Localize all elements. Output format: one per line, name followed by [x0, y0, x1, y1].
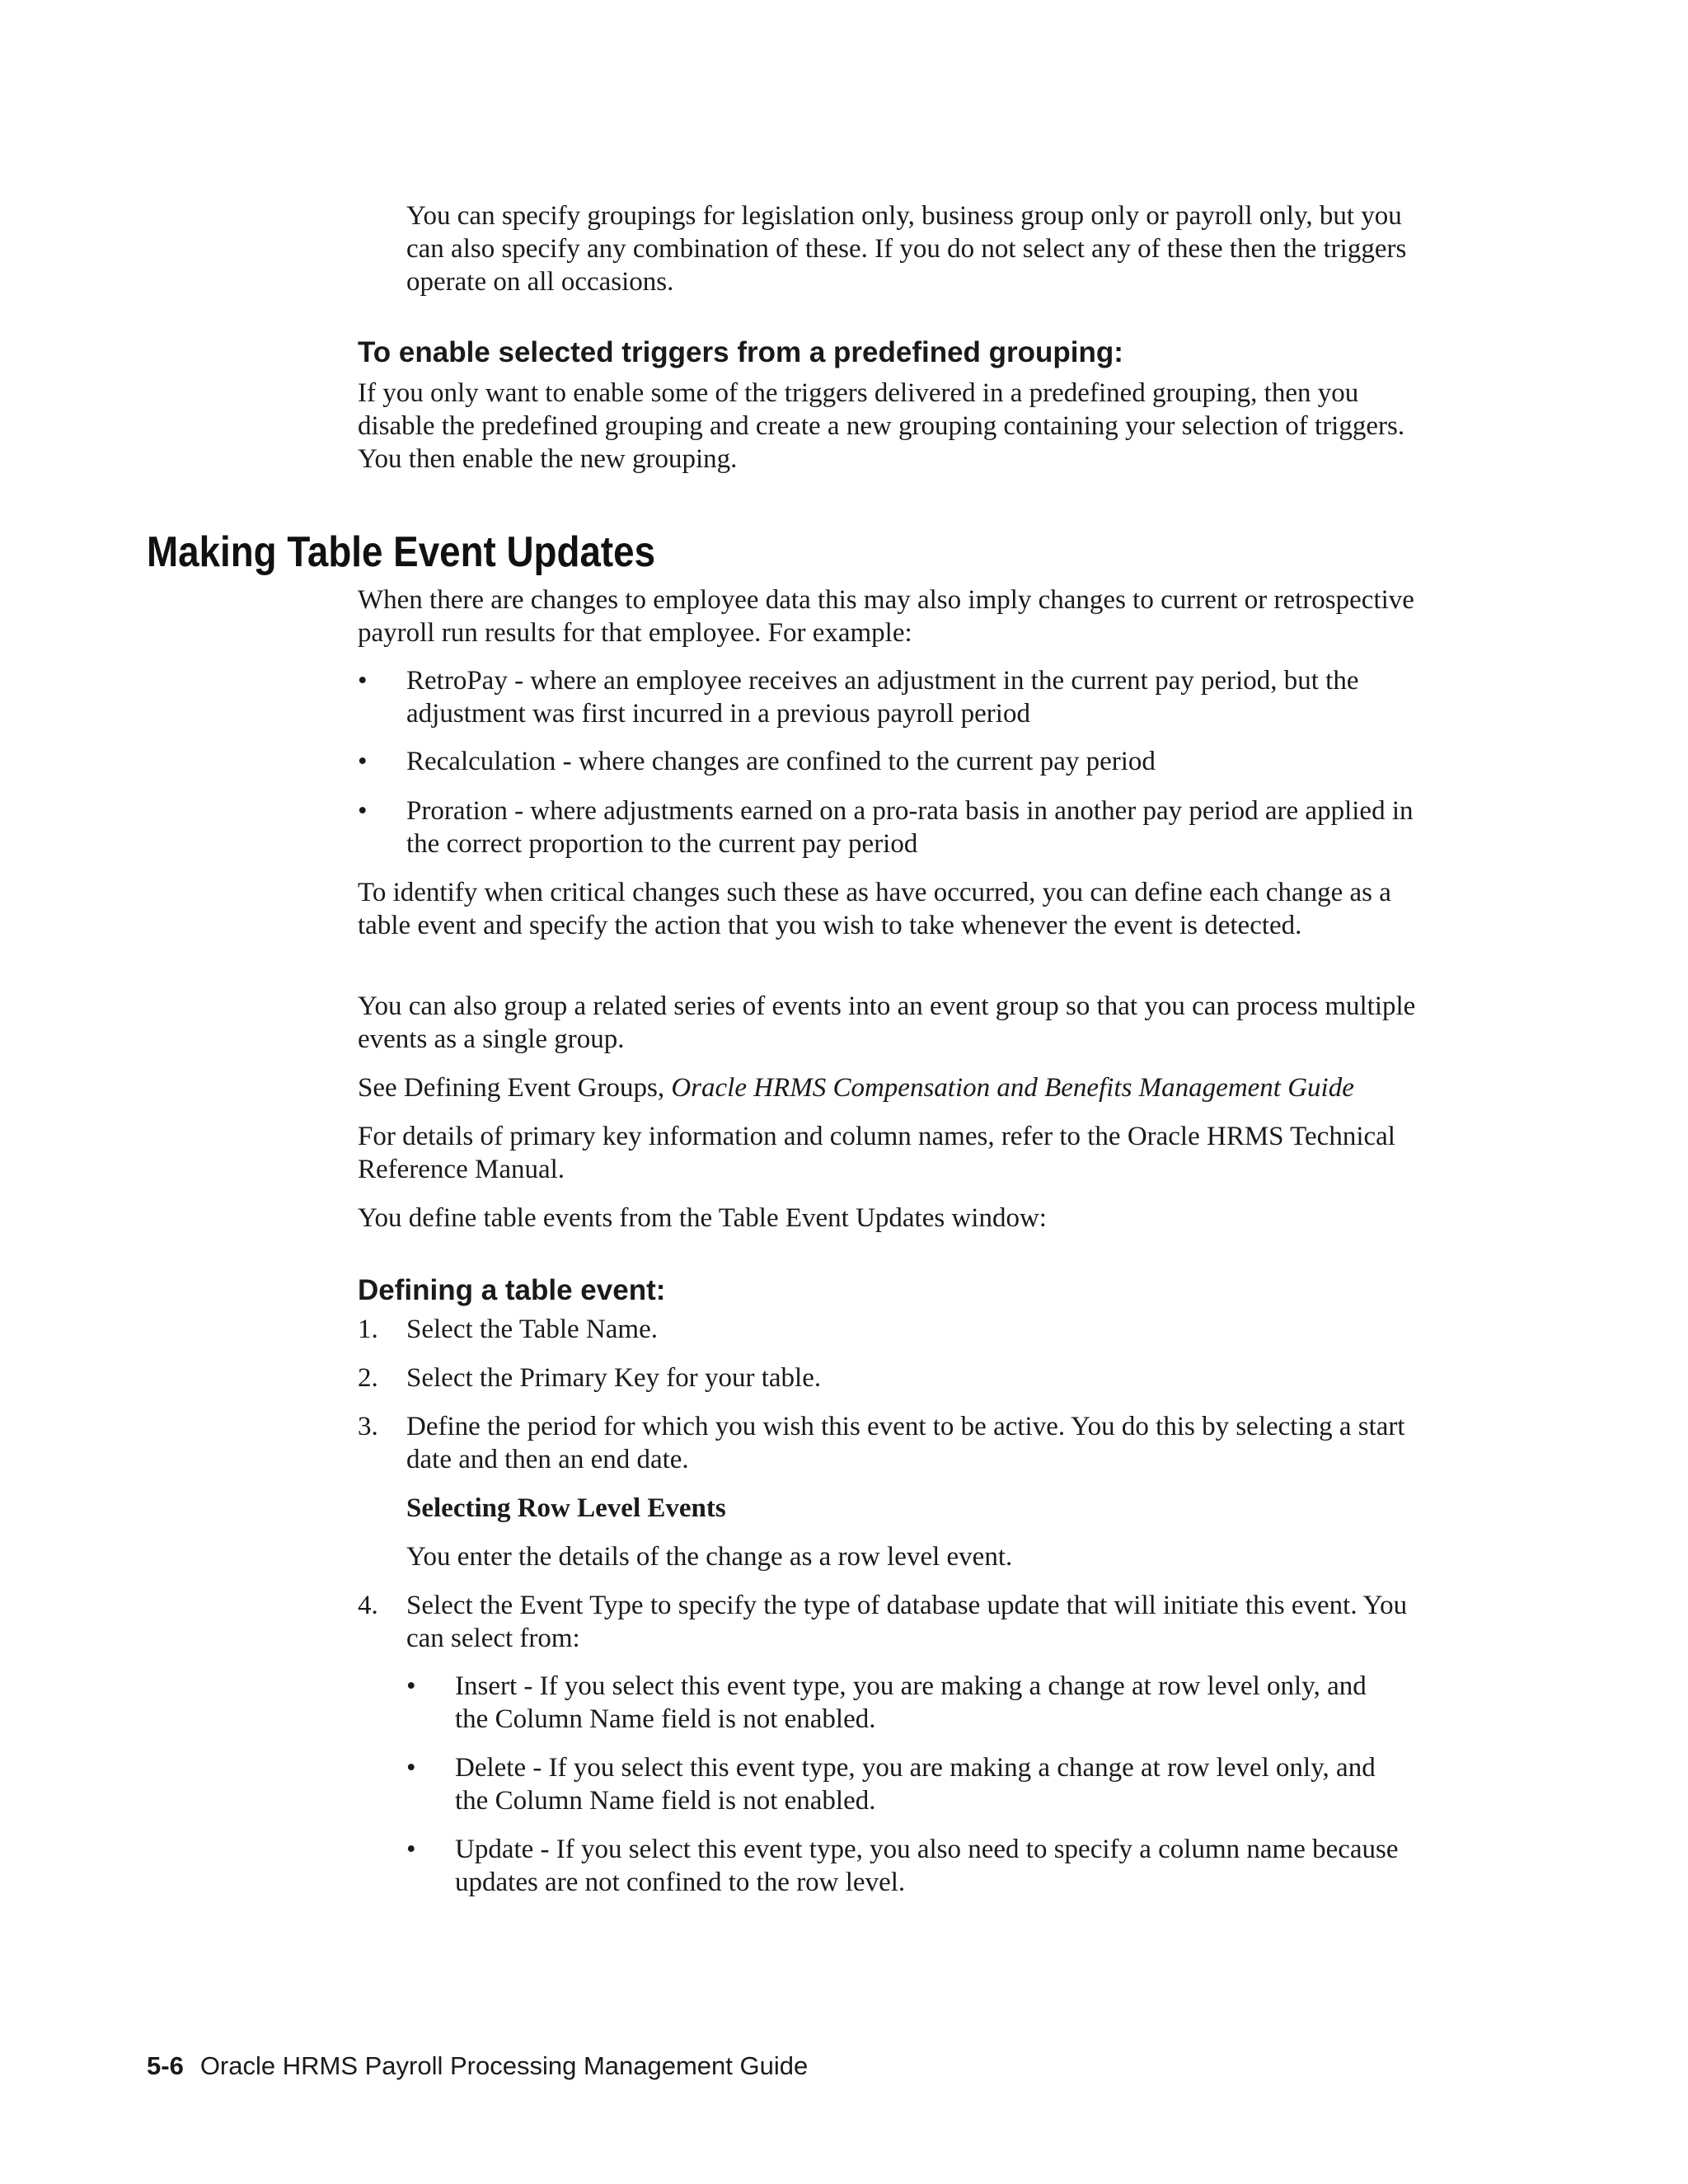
list-item	[406, 1670, 1445, 1736]
step-number: 3.	[358, 1412, 378, 1441]
page-footer	[147, 2050, 808, 2083]
para-identify: To identify when critical changes such these as have occurred, you can define each change as a table event and specify the action that you wish to take whenever the event is detected.	[358, 878, 1391, 940]
list-item	[358, 1589, 1446, 1655]
section-title: Making Table Event Updates	[147, 528, 656, 576]
see-reference	[358, 1071, 1446, 1104]
defining-heading: Defining a table event:	[358, 1274, 666, 1306]
step-text: Select the Primary Key for your table.	[406, 1363, 822, 1393]
step-text: Define the period for which you wish this event to be active. You do this by selecting a start date and then an end date.	[406, 1412, 1405, 1474]
bullet-marker: •	[406, 1753, 416, 1783]
bullet-marker: •	[358, 666, 368, 696]
event-type-text: Delete - If you select this event type, you are making a change at row level only, and the Column Name field is not enabled.	[455, 1753, 1376, 1816]
event-type-text: Update - If you select this event type, you also need to specify a column name because updates are not confined to the row level.	[455, 1835, 1399, 1897]
list-item	[358, 794, 1437, 860]
see-title: Oracle HRMS Compensation and Benefits Management Guide	[671, 1073, 1354, 1103]
step-number: 2.	[358, 1363, 378, 1393]
step-text: Select the Event Type to specify the type of database update that will initiate this event. You can select from:	[406, 1591, 1408, 1653]
step-number: 4.	[358, 1591, 378, 1620]
list-item	[406, 1751, 1445, 1817]
bullet-text: Recalculation - where changes are confined to the current pay period	[406, 747, 1156, 776]
para-define: You define table events from the Table Event Updates window:	[358, 1203, 1047, 1233]
bullet-text: Proration - where adjustments earned on a pro-rata basis in another pay period are applied in the correct proportion to the current pay period	[406, 796, 1414, 859]
list-item	[358, 1410, 1446, 1476]
event-type-text: Insert - If you select this event type, you are making a change at row level only, and the Column Name field is not enabled.	[455, 1671, 1367, 1734]
see-prefix: See Defining Event Groups,	[358, 1073, 672, 1103]
bullet-marker: •	[406, 1835, 416, 1864]
enable-selected-heading: To enable selected triggers from a predefined grouping:	[358, 336, 1123, 368]
step-text: Select the Table Name.	[406, 1315, 658, 1344]
list-item	[406, 1833, 1445, 1899]
para-details: For details of primary key information and column names, refer to the Oracle HRMS Technical Reference Manual.	[358, 1122, 1395, 1184]
para-group: You can also group a related series of events into an event group so that you can process multiple events as a single group.	[358, 991, 1416, 1054]
row-level-heading: Selecting Row Level Events	[406, 1493, 726, 1523]
row-level-text: You enter the details of the change as a row level event.	[406, 1542, 1013, 1572]
bullet-marker: •	[358, 796, 368, 826]
list-item	[358, 745, 1437, 778]
list-item	[358, 1361, 1446, 1394]
bullet-marker: •	[358, 747, 368, 776]
intro-paragraph: You can specify groupings for legislation only, business group only or payroll only, but you can also specify any combination of these. If you do not select any of these then the triggers operate on all occasions.	[406, 201, 1407, 297]
guide-title: Oracle HRMS Payroll Processing Management Guide	[199, 2051, 809, 2080]
enable-selected-paragraph: If you only want to enable some of the triggers delivered in a predefined grouping, then you disable the predefined grouping and create a new grouping containing your selection of triggers. You then enable the new grouping.	[358, 378, 1405, 474]
step-number: 1.	[358, 1315, 378, 1344]
list-item	[358, 1313, 1446, 1346]
bullet-marker: •	[406, 1671, 416, 1701]
section-intro: When there are changes to employee data this may also imply changes to current or retrospective payroll run results for that employee. For example:	[358, 585, 1414, 648]
bullet-text: RetroPay - where an employee receives an adjustment in the current pay period, but the adjustment was first incurred in a previous payroll period	[406, 666, 1359, 729]
page-number: 5-6	[147, 2051, 184, 2080]
list-item	[358, 664, 1437, 730]
